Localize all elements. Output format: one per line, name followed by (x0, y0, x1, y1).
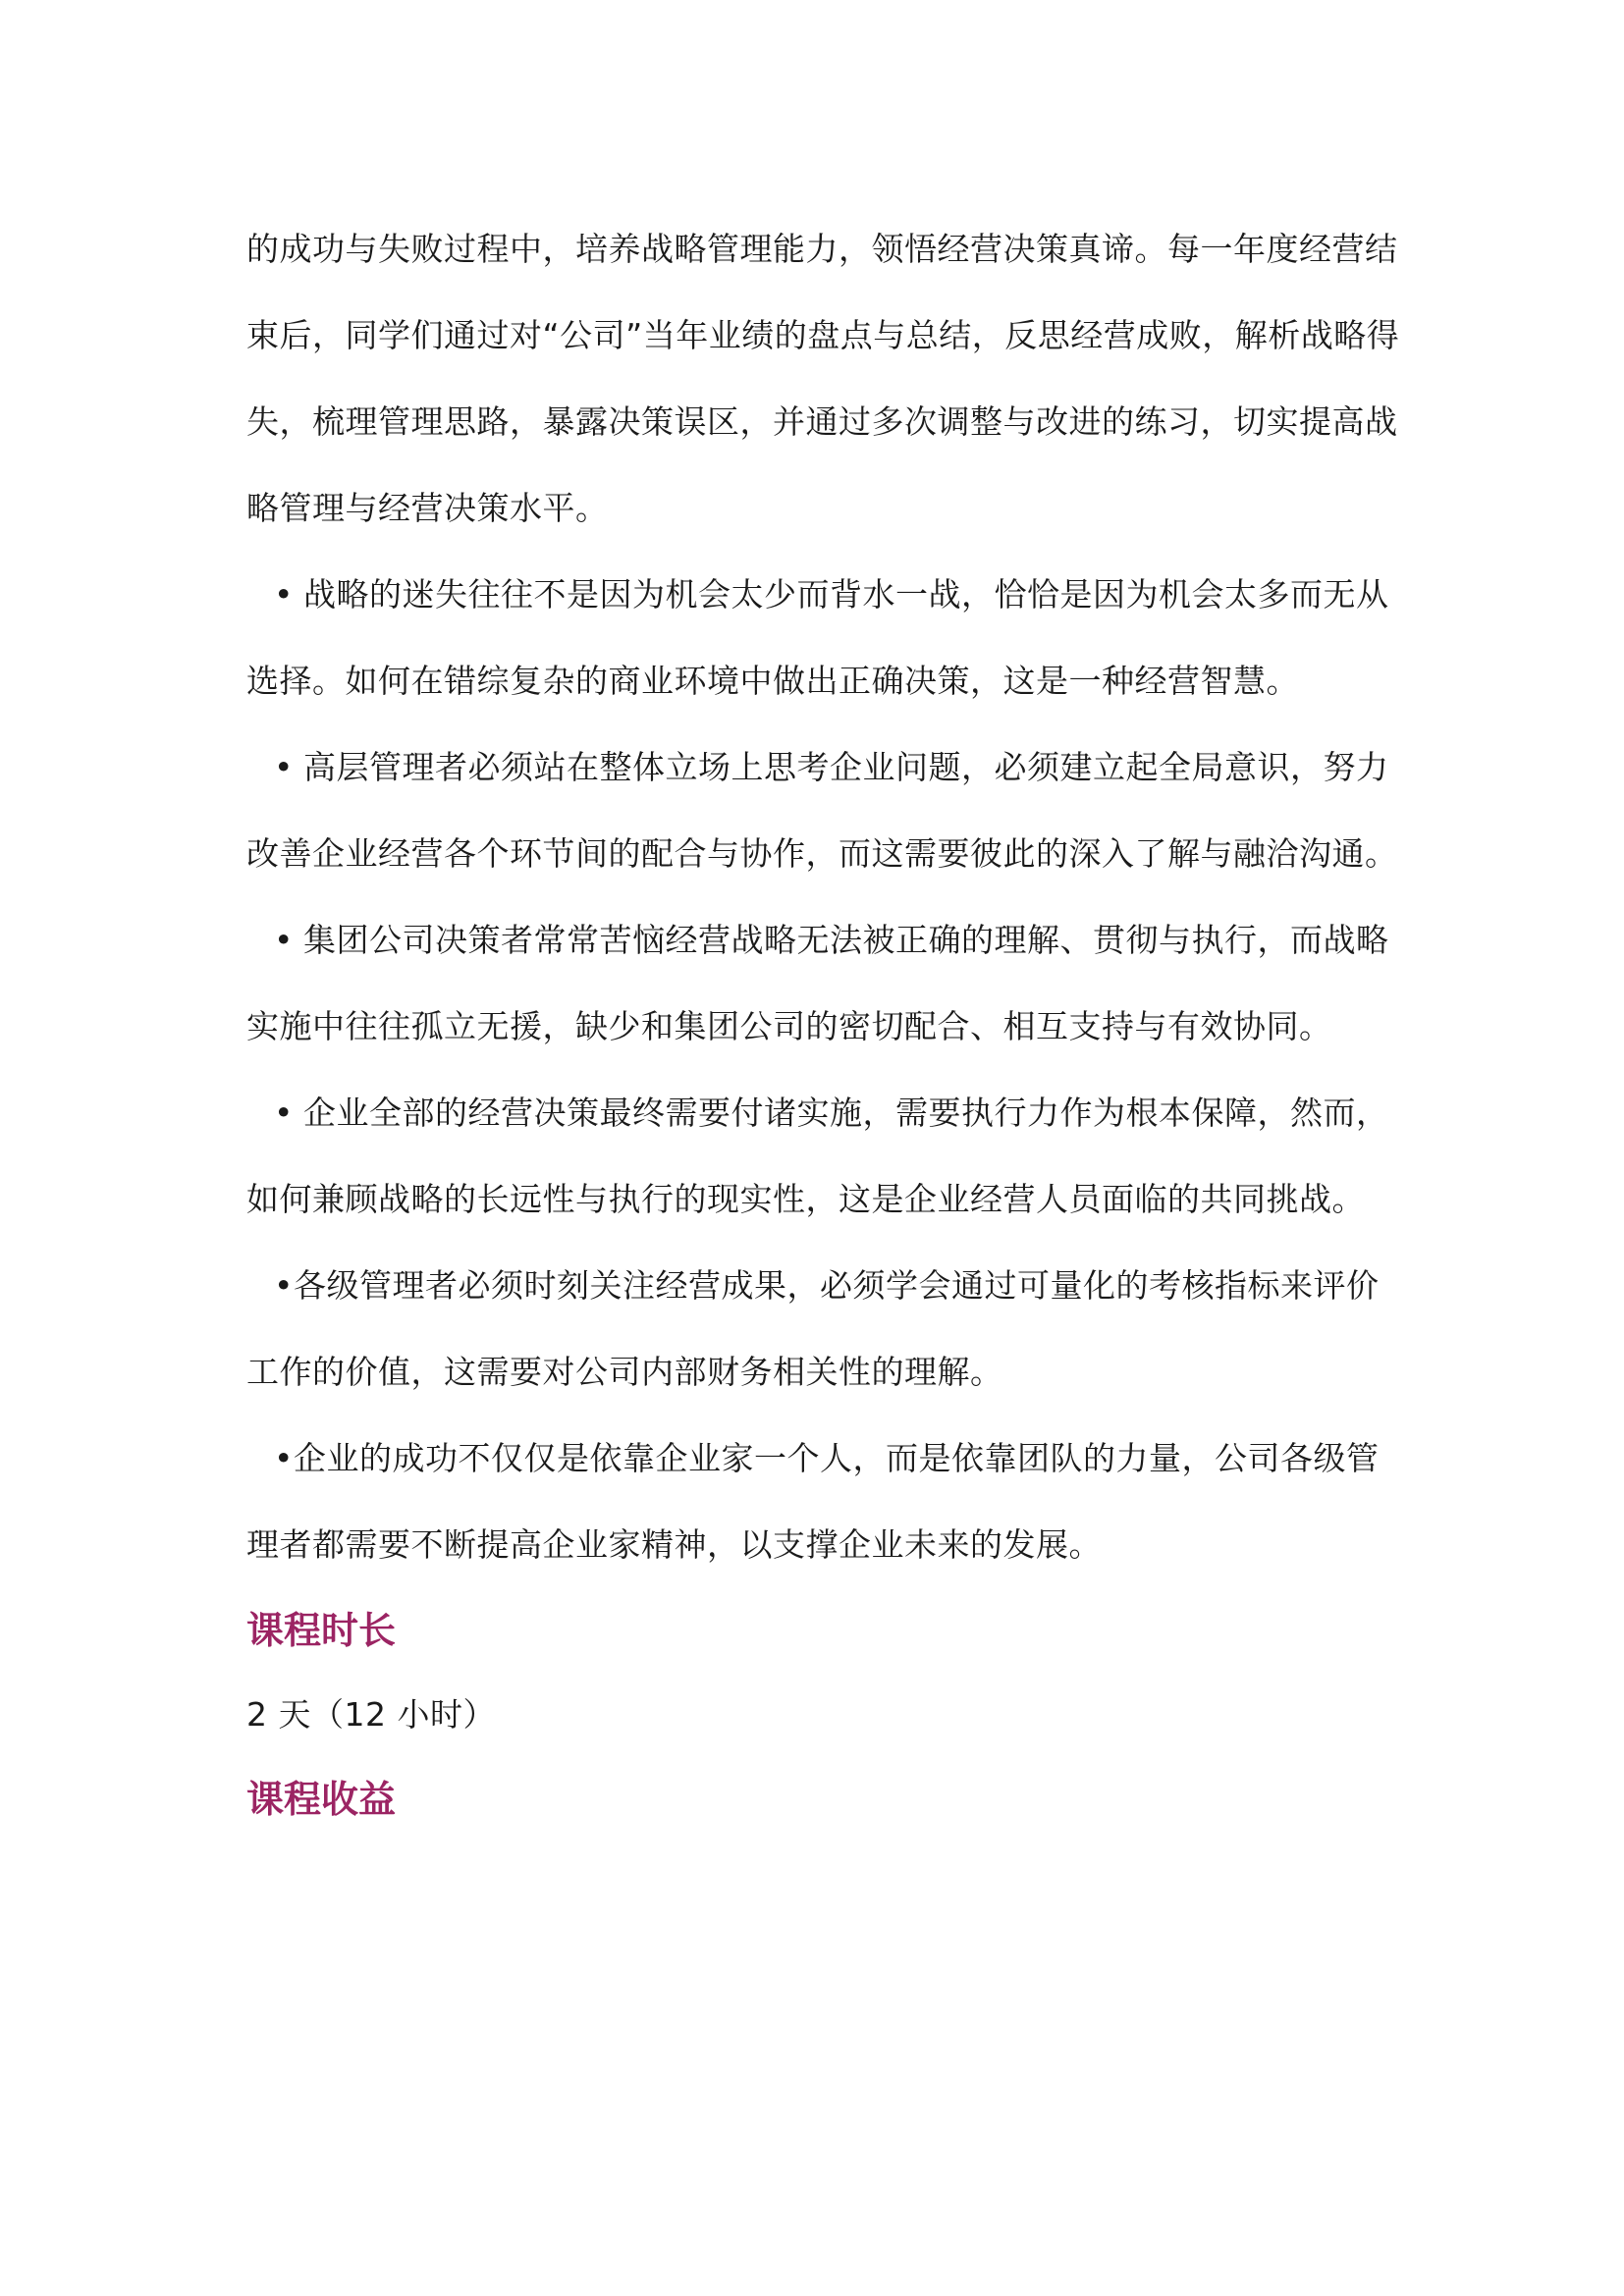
bullet-mark: • (274, 1266, 294, 1305)
course-duration-value: 2 天（12 小时） (246, 1695, 496, 1734)
bullet-item-3 (246, 897, 1405, 1070)
bullet-mark: • (274, 1094, 294, 1132)
bullet-text: 各级管理者必须时刻关注经营成果，必须学会通过可量化的考核指标来评价工作的价值，这需要对公司内部财务相关性的理解。 (246, 1266, 1380, 1391)
document-page (246, 206, 1405, 1842)
bullet-mark: • (274, 575, 294, 614)
bullet-text: 集团公司决策者常常苦恼经营战略无法被正确的理解、贯彻与执行，而战略实施中往往孤立无援，缺少和集团公司的密切配合、相互支持与有效协同。 (246, 921, 1389, 1045)
bullet-item-6 (246, 1415, 1405, 1588)
bullet-item-4 (246, 1070, 1405, 1243)
course-duration-heading: 课程时长 (246, 1609, 397, 1652)
bullet-text: 高层管理者必须站在整体立场上思考企业问题，必须建立起全局意识，努力改善企业经营各个环节间的配合与协作，而这需要彼此的深入了解与融洽沟通。 (246, 748, 1398, 873)
bullet-item-2 (246, 724, 1405, 897)
bullet-item-5 (246, 1243, 1405, 1415)
bullet-text: 企业全部的经营决策最终需要付诸实施，需要执行力作为根本保障，然而，如何兼顾战略的长远性与执行的现实性，这是企业经营人员面临的共同挑战。 (246, 1094, 1389, 1218)
bullet-text: 战略的迷失往往不是因为机会太少而背水一战，恰恰是因为机会太多而无从选择。如何在错综复杂的商业环境中做出正确决策，这是一种经营智慧。 (246, 575, 1389, 700)
bullet-item-1 (246, 552, 1405, 724)
bullet-mark: • (274, 921, 294, 959)
intro-paragraph: 的成功与失败过程中，培养战略管理能力，领悟经营决策真谛。每一年度经营结束后，同学们通过对“公司”当年业绩的盘点与总结，反思经营成败，解析战略得失，梳理管理思路，暴露决策误区，并通过多次调整与改进的练习，切实提高战略管理与经营决策水平。 (246, 230, 1400, 527)
bullet-text: 企业的成功不仅仅是依靠企业家一个人，而是依靠团队的力量，公司各级管理者都需要不断提高企业家精神，以支撑企业未来的发展。 (246, 1439, 1380, 1564)
bullet-mark: • (274, 748, 294, 786)
course-benefits-heading: 课程收益 (246, 1778, 397, 1821)
bullet-mark: • (274, 1439, 294, 1477)
